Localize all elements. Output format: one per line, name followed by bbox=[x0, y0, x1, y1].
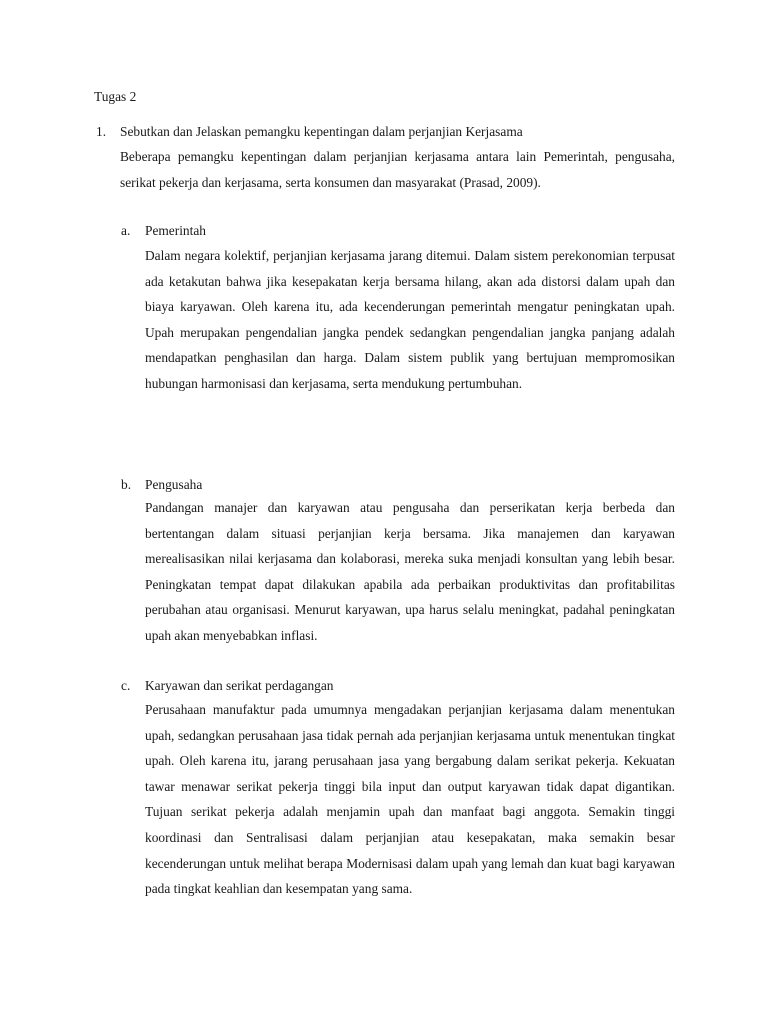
item-b-title: Pengusaha bbox=[145, 477, 203, 492]
item-a-title: Pemerintah bbox=[145, 223, 206, 238]
item-a-body: Dalam negara kolektif, perjanjian kerjasama jarang ditemui. Dalam sistem perekonomian terpusat ada ketakutan bahwa jika kesepakatan kerja bersama hilang, akan ada distorsi dalam upah dan biaya karyawan. Oleh karena itu, ada kecenderungan pemerintah mengatur peningkatan upah. Upah merupakan pengendalian jangka pendek sedangkan pengendalian jangka panjang adalah mendapatkan penghasilan dan harga. Dalam sistem publik yang bertujuan mempromosikan hubungan harmonisasi dan kerjasama, serta mendukung pertumbuhan. bbox=[145, 248, 675, 391]
document-title: Tugas 2 bbox=[94, 89, 137, 104]
item-b-body: Pandangan manajer dan karyawan atau pengusaha dan perserikatan kerja berbeda dan bertentangan dalam situasi perjanjian kerja bersama. Jika manajemen dan karyawan merealisasikan nilai kerjasama dan kolaborasi, mereka suka menjadi konsultan yang lebih besar. Peningkatan tempat dapat dilakukan apabila ada perbaikan produktivitas dan profitabilitas perubahan atau organisasi. Menurut karyawan, upa harus selalu meningkat, padahal peningkatan upah akan menyebabkan inflasi. bbox=[145, 500, 675, 643]
item-b-letter: b. bbox=[121, 477, 132, 492]
item-a-letter: a. bbox=[121, 223, 131, 238]
question-text: Sebutkan dan Jelaskan pemangku kepentingan dalam perjanjian Kerjasama bbox=[120, 124, 523, 139]
item-c-body: Perusahaan manufaktur pada umumnya mengadakan perjanjian kerjasama dalam menentukan upah, sedangkan perusahaan jasa tidak pernah ada perjanjian kerjasama untuk menentukan tingkat upah. Oleh karena itu, jarang perusahaan jasa yang bergabung dalam serikat pekerja. Kekuatan tawar menawar serikat pekerja tinggi bila input dan output karyawan tidak dapat digantikan. Tujuan serikat pekerja adalah menjamin upah dan manfaat bagi anggota. Semakin tinggi koordinasi dan Sentralisasi dalam perjanjian atau kesepakatan, maka semakin besar kecenderungan untuk melihat berapa Modernisasi dalam upah yang lemah dan kuat bagi karyawan pada tingkat keahlian dan kesempatan yang sama. bbox=[145, 702, 675, 897]
item-c-letter: c. bbox=[121, 678, 131, 693]
question-number: 1. bbox=[96, 124, 107, 139]
item-c-title: Karyawan dan serikat perdagangan bbox=[145, 678, 334, 693]
question-intro: Beberapa pemangku kepentingan dalam perjanjian kerjasama antara lain Pemerintah, pengusaha, serikat pekerja dan kerjasama, serta konsumen dan masyarakat (Prasad, 2009). bbox=[120, 149, 675, 190]
